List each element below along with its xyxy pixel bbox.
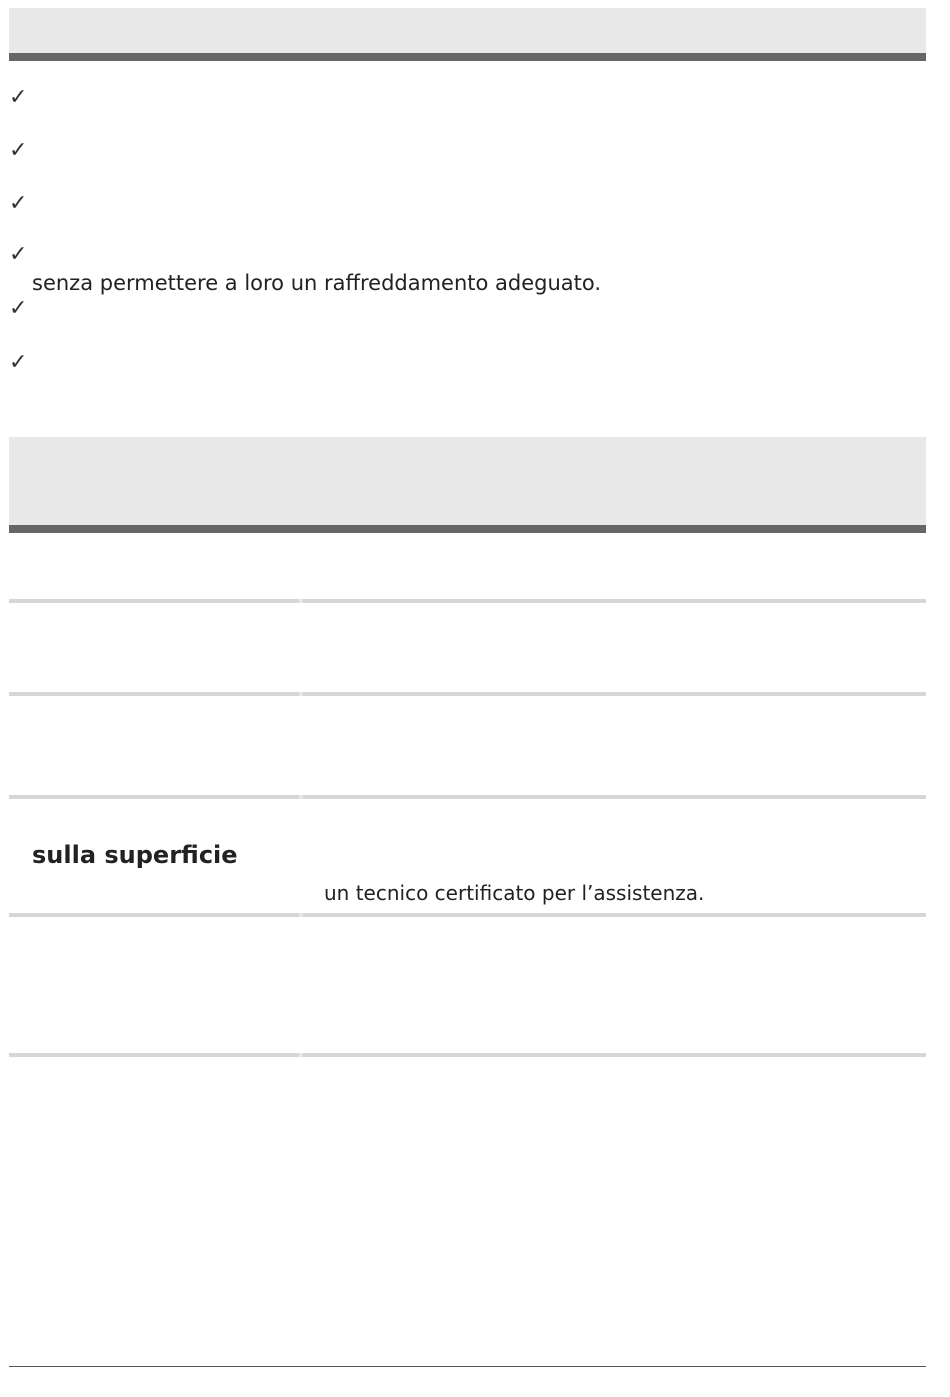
table-row-label: sulla superficie (32, 841, 238, 869)
check-mark-icon: ✓ (9, 242, 28, 267)
table-row-description: un tecnico certificato per l’assistenza. (324, 881, 705, 905)
checklist-item-text: senza permettere a loro un raffreddamento adeguato. (32, 271, 602, 295)
table-header-band (9, 437, 926, 533)
check-mark-icon: ✓ (9, 350, 28, 375)
row-separator (9, 795, 926, 799)
check-mark-icon: ✓ (9, 138, 28, 163)
row-separator (9, 1053, 926, 1057)
check-mark-icon: ✓ (9, 296, 28, 321)
check-mark-icon: ✓ (9, 191, 28, 216)
row-separator (9, 913, 926, 917)
footer-rule (9, 1366, 926, 1367)
row-separator (9, 599, 926, 603)
row-separator (9, 692, 926, 696)
check-mark-icon: ✓ (9, 85, 28, 110)
section-header-band (9, 8, 926, 61)
